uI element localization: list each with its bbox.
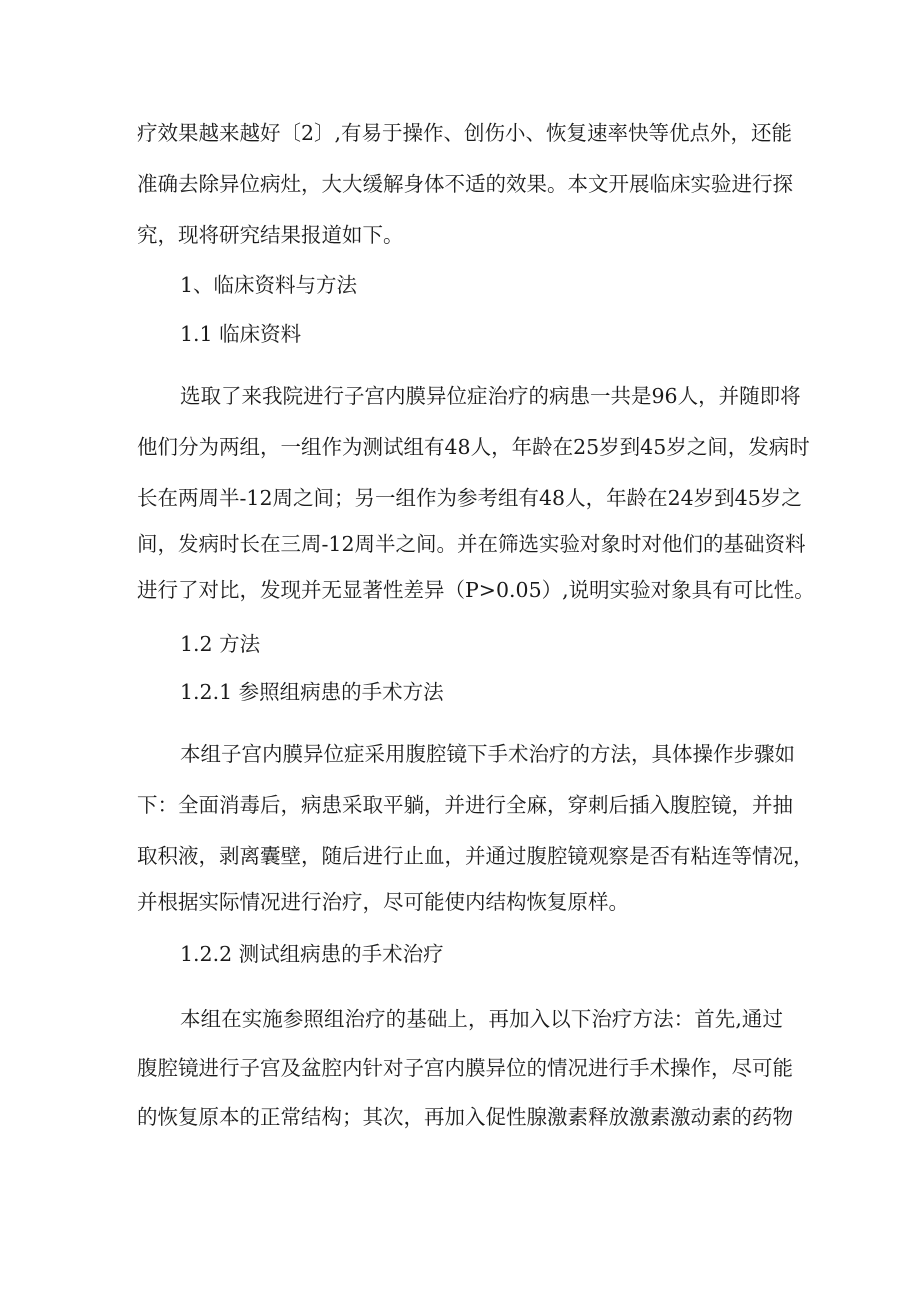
paragraph-line: 长在两周半-12周之间；另一组作为参考组有48人，年龄在24岁到45岁之: [137, 486, 802, 510]
section-heading: 1、临床资料与方法: [180, 273, 358, 297]
subsubsection-heading: 1.2.1 参照组病患的手术方法: [180, 680, 444, 704]
paragraph-line: 并根据实际情况进行治疗，尽可能使内结构恢复原样。: [137, 890, 629, 914]
paragraph-line: 的恢复原本的正常结构；其次，再加入促性腺激素释放激素激动素的药物: [137, 1105, 793, 1129]
paragraph-line: 间，发病时长在三周-12周半之间。并在筛选实验对象时对他们的基础资料: [137, 532, 806, 556]
paragraph-line: 他们分为两组，一组作为测试组有48人，年龄在25岁到45岁之间，发病时: [137, 435, 810, 459]
paragraph-line: 准确去除异位病灶，大大缓解身体不适的效果。本文开展临床实验进行探: [137, 172, 793, 196]
paragraph-line: 本组子宫内膜异位症采用腹腔镜下手术治疗的方法，具体操作步骤如: [180, 742, 795, 766]
subsection-heading: 1.2 方法: [180, 632, 261, 656]
paragraph-line: 本组在实施参照组治疗的基础上，再加入以下治疗方法：首先,通过: [180, 1007, 783, 1031]
paragraph-line: 进行了对比，发现并无显著性差异（P>0.05）,说明实验对象具有可比性。: [137, 578, 815, 602]
paragraph-line: 究，现将研究结果报道如下。: [137, 223, 404, 247]
paragraph-line: 腹腔镜进行子宫及盆腔内针对子宫内膜异位的情况进行手术操作，尽可能: [137, 1056, 793, 1080]
paragraph-line: 取积液，剥离囊壁，随后进行止血，并通过腹腔镜观察是否有粘连等情况，: [137, 844, 814, 868]
paragraph-line: 下：全面消毒后，病患采取平躺，并进行全麻，穿刺后插入腹腔镜，并抽: [137, 793, 793, 817]
paragraph-line: 选取了来我院进行子宫内膜异位症治疗的病患一共是96人，并随即将: [180, 384, 801, 408]
subsubsection-heading: 1.2.2 测试组病患的手术治疗: [180, 942, 444, 966]
paragraph-line: 疗效果越来越好〔2〕,有易于操作、创伤小、恢复速率快等优点外，还能: [137, 121, 793, 145]
subsection-heading: 1.1 临床资料: [180, 322, 302, 346]
